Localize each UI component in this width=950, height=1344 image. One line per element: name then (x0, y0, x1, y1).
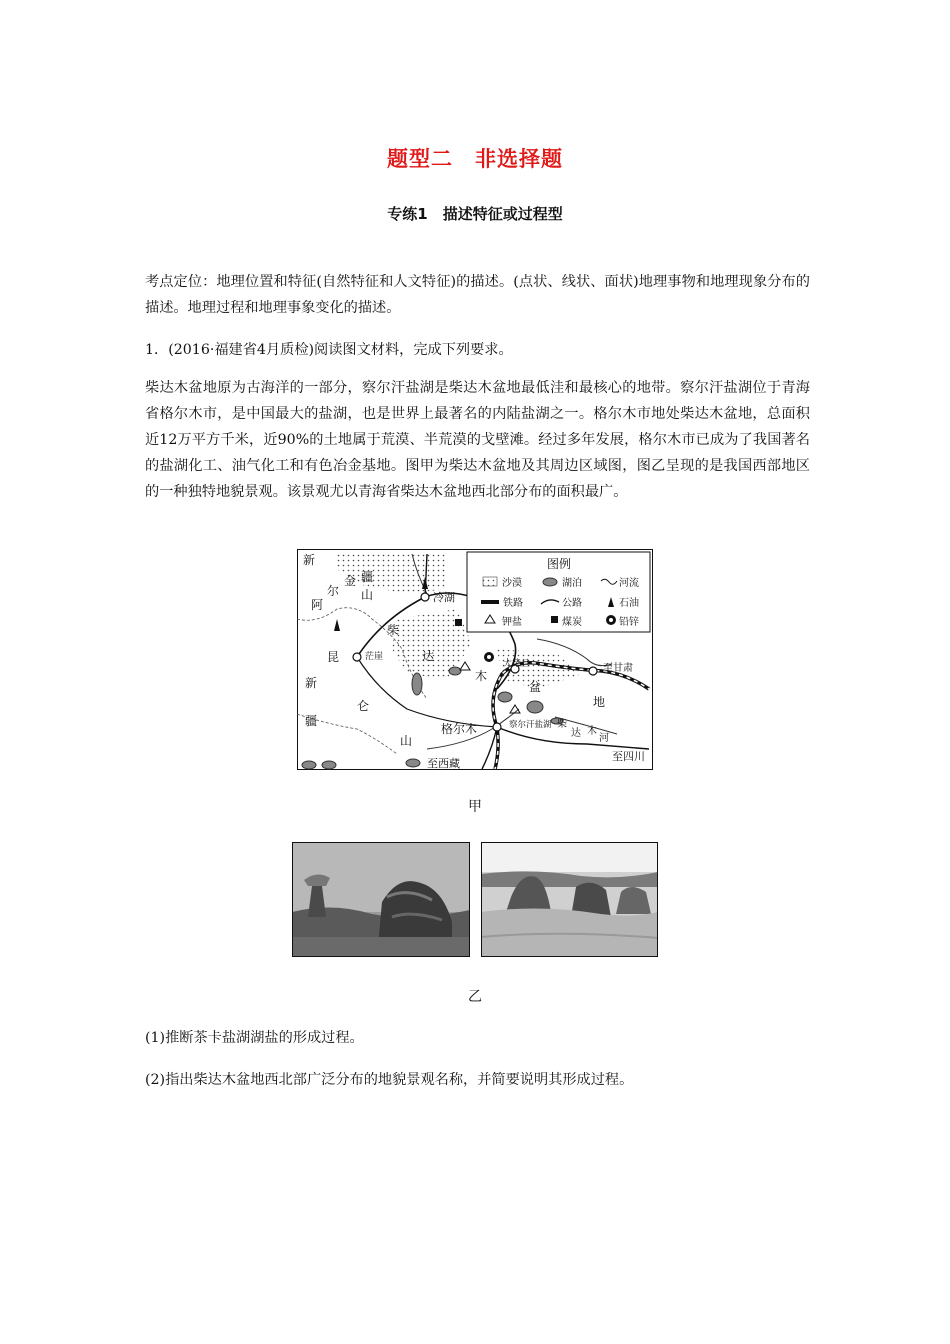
map-label-dachaidan: 大柴旦 (503, 659, 531, 669)
legend-leadzinc-swatch-center (609, 618, 613, 622)
lake (527, 701, 543, 713)
map-label-chai2: 柴 (557, 719, 567, 730)
page-title: 题型二 非选择题 (387, 147, 563, 171)
map-label-a: 阿 (311, 598, 324, 612)
legend-lake-label: 湖泊 (562, 578, 582, 589)
figure-yi-photo-left (292, 842, 470, 957)
sub-question-2: (2)指出柴达木盆地西北部广泛分布的地貌景观名称，并简要说明其形成过程。 (145, 1072, 634, 1088)
section-subtitle: 专练1 描述特征或过程型 (387, 205, 563, 223)
map-label-he: 河 (599, 733, 609, 744)
exam-point-paragraph: 考点定位：地理位置和特征(自然特征和人文特征)的描述。(点状、线状、面状)地理事物和地理现象分布的描述。地理过程和地理事象变化的描述。 (145, 274, 810, 316)
legend-highway-label: 公路 (562, 598, 582, 609)
map-label-to-xizang: 至西藏 (427, 757, 460, 770)
legend-potash-label: 钾盐 (502, 617, 522, 628)
legend-railway-label: 铁路 (503, 598, 523, 609)
figure-yi-photo-right (481, 842, 658, 957)
material-paragraph: 柴达木盆地原为古海洋的一部分，察尔汗盐湖是柴达木盆地最低洼和最核心的地带。察尔汗盐湖位于青海省格尔木市，是中国最大的盐湖，也是世界上最著名的内陆盐湖之一。格尔木市地处柴达木盆地，总面积近12万平方千米，近90%的土地属于荒漠、半荒漠的戈壁滩。经过多年发展，格尔木市已成为了我国著名的盐湖化工、油气化工和有色冶金基地。图甲为柴达木盆地及其周边区域图，图乙呈现的是我国西部地区的一种独特地貌景观。该景观尤以青海省柴达木盆地西北部分布的面积最广。 (145, 380, 810, 500)
map-label-chai: 柴 (387, 623, 400, 637)
map-label-pen: 盆 (529, 680, 542, 694)
map-label-mu2: 木 (587, 726, 597, 737)
map-label-to-gansu: 至甘肃 (603, 663, 633, 674)
legend-lake-swatch (543, 578, 557, 586)
map-label-to-sichuan: 至四川 (612, 750, 645, 763)
map-label-mangya: 茫崖 (365, 652, 384, 662)
legend-desert-swatch (483, 577, 497, 586)
map-label-xin2: 新 (305, 676, 318, 690)
legend-title: 图例 (546, 557, 572, 571)
map-label-mu: 木 (475, 669, 488, 683)
map-label-da2: 达 (571, 728, 581, 739)
map-label-chaerhan: 察尔汗盐湖 (509, 720, 552, 730)
leadzinc-icon-center (487, 655, 491, 659)
map-label-shan2: 山 (400, 734, 413, 748)
figure-jia-map (297, 549, 653, 770)
map-label-xin: 新 (303, 553, 316, 567)
legend-coal-swatch (551, 616, 558, 623)
map-label-shan1: 山 (361, 588, 374, 602)
figure-yi-caption: 乙 (468, 989, 482, 1005)
sub-question-1: (1)推断茶卡盐湖湖盐的形成过程。 (145, 1030, 364, 1046)
lake (449, 667, 461, 675)
lake (498, 692, 512, 702)
legend-railway-swatch (481, 600, 499, 604)
city-geermu (493, 723, 501, 731)
map-label-jin: 金 (344, 574, 357, 588)
map-svg (297, 549, 653, 770)
legend-coal-label: 煤炭 (562, 617, 582, 628)
map-label-di: 地 (593, 695, 606, 709)
lake (412, 673, 422, 695)
map-label-da: 达 (422, 649, 435, 663)
map-label-kun: 昆 (327, 650, 340, 664)
question-stem: 1．(2016·福建省4月质检)阅读图文材料，完成下列要求。 (145, 342, 513, 358)
legend-desert-label: 沙漠 (502, 578, 522, 589)
map-label-lun: 仑 (357, 699, 370, 713)
photo-left-svg (292, 842, 470, 957)
coal-icon (455, 619, 462, 626)
lake (302, 761, 316, 769)
map-label-jiang: 疆 (361, 570, 374, 584)
map-label-geermu: 格尔木 (441, 722, 478, 736)
city-lenghu (421, 593, 429, 601)
city-mangya (353, 653, 361, 661)
legend-oil-label: 石油 (619, 598, 639, 609)
legend-river-label: 河流 (619, 578, 639, 589)
map-label-er: 尔 (327, 584, 340, 598)
lake (406, 759, 420, 767)
lake (322, 761, 336, 769)
legend-leadzinc-label: 铅锌 (619, 617, 639, 628)
photo-right-svg (481, 842, 658, 957)
figure-jia-caption: 甲 (468, 799, 482, 815)
map-label-jiang2: 疆 (305, 714, 318, 728)
city-east (589, 667, 597, 675)
map-label-lenghu: 冷湖 (433, 591, 455, 604)
